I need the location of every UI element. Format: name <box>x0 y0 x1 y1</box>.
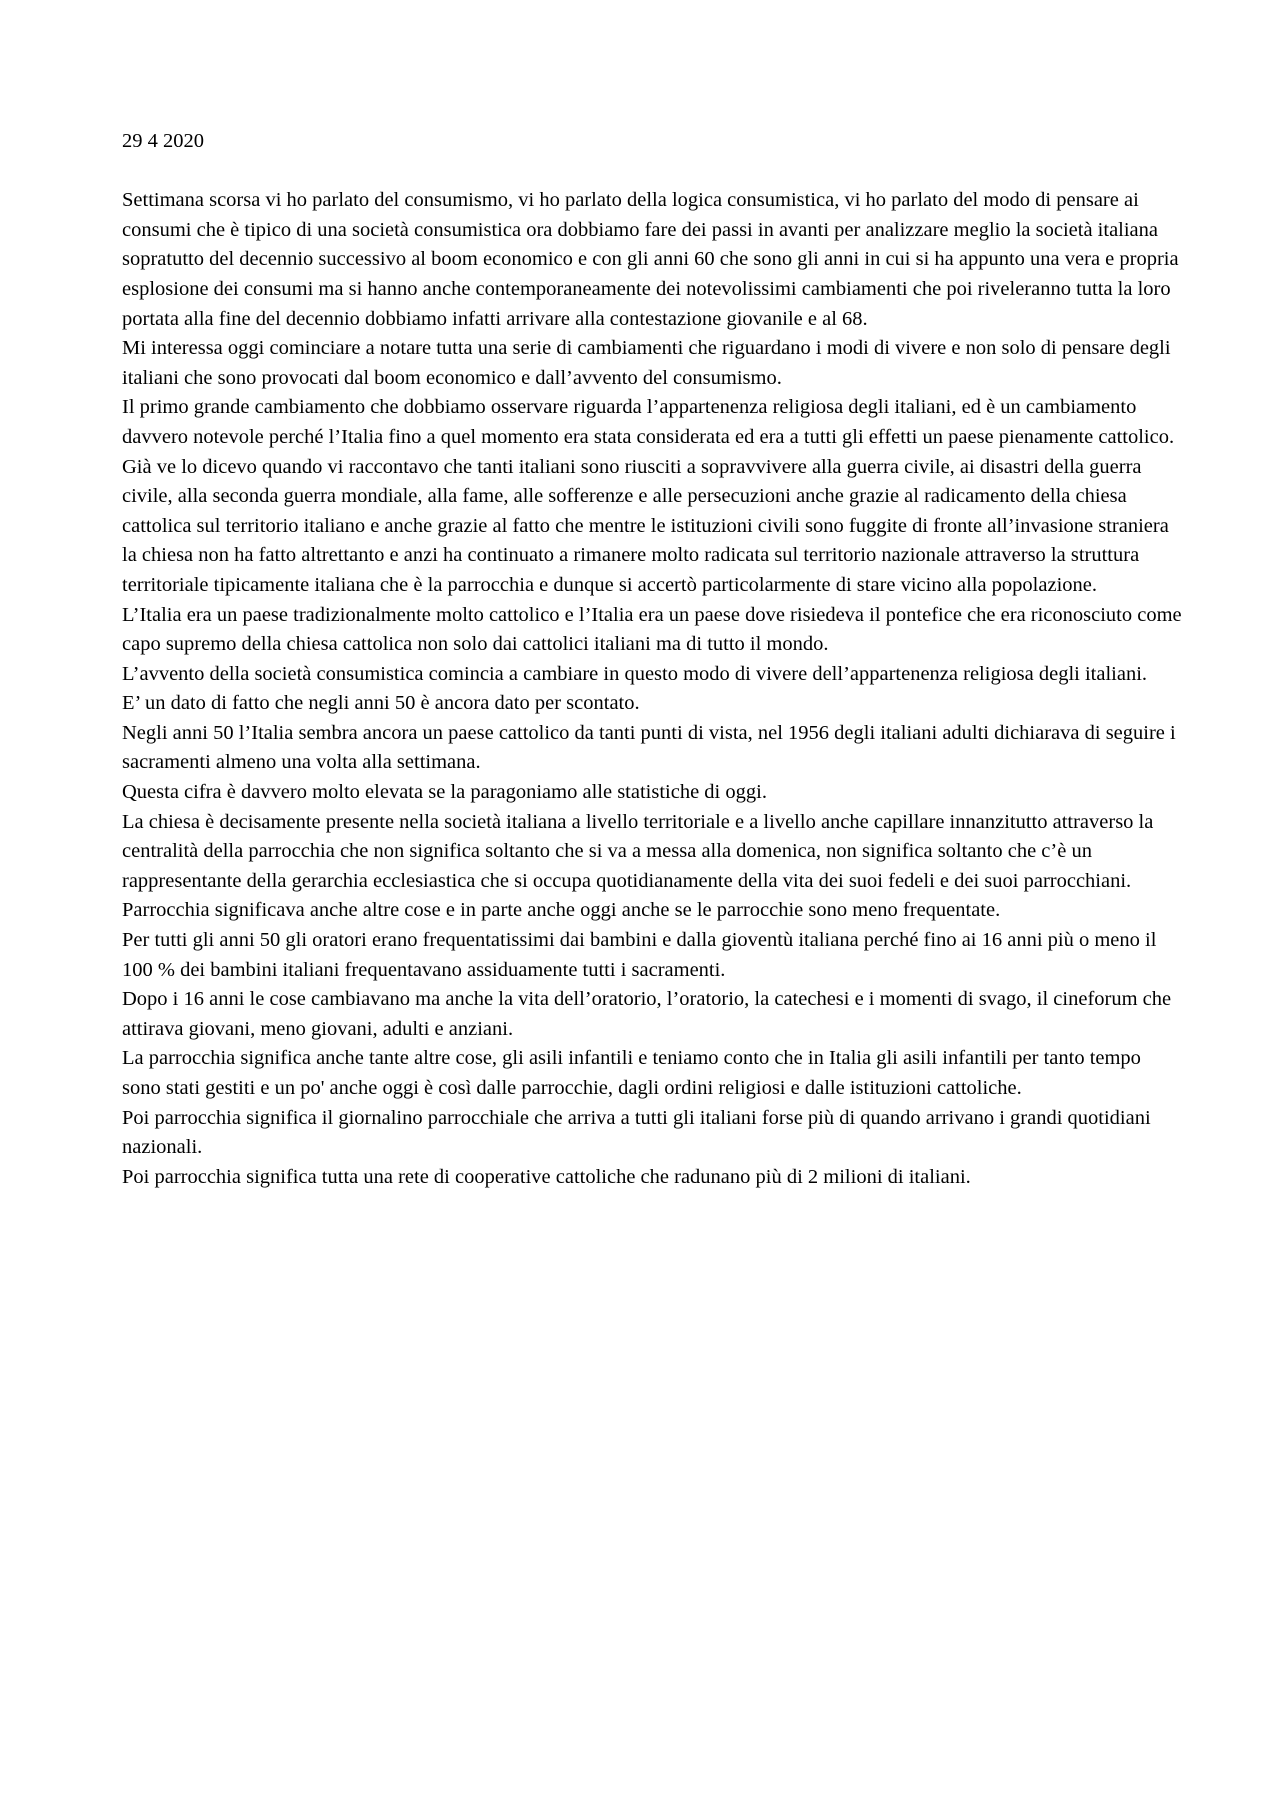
paragraph: Il primo grande cambiamento che dobbiamo osservare riguarda l’appartenenza religiosa degli italiani, ed è un cambiamento davvero notevole perché l’Italia fino a quel momento era stata considerata ed era a tutti gli effetti un paese pienamente cattolico. <box>122 396 1175 448</box>
paragraph: E’ un dato di fatto che negli anni 50 è ancora dato per scontato. <box>122 692 640 715</box>
paragraph: Per tutti gli anni 50 gli oratori erano frequentatissimi dai bambini e dalla gioventù italiana perché fino ai 16 anni più o meno il 100 % dei bambini italiani frequentavano assiduamente tutti i sacramenti. <box>122 929 1157 981</box>
paragraph: Questa cifra è davvero molto elevata se la paragoniamo alle statistiche di oggi. <box>122 781 767 804</box>
paragraph: La parrocchia significa anche tante altre cose, gli asili infantili e teniamo conto che in Italia gli asili infantili per tanto tempo sono stati gestiti e un po' anche oggi è così dalle parrocchie, dagli ordini religiosi e dalle istituzioni cattoliche. <box>122 1047 1141 1099</box>
paragraph: Negli anni 50 l’Italia sembra ancora un paese cattolico da tanti punti di vista, nel 1956 degli italiani adulti dichiarava di seguire i sacramenti almeno una volta alla settimana. <box>122 721 1176 774</box>
paragraph-list <box>122 186 1182 1192</box>
paragraph: L’Italia era un paese tradizionalmente molto cattolico e l’Italia era un paese dove risiedeva il pontefice che era riconosciuto come capo supremo della chiesa cattolica non solo dai cattolici italiani ma di tutto il mondo. <box>122 603 1182 656</box>
paragraph: Settimana scorsa vi ho parlato del consumismo, vi ho parlato della logica consumistica, vi ho parlato del modo di pensare ai consumi che è tipico di una società consumistica ora dobbiamo fare dei passi in avanti per analizzare meglio la società italiana sopratutto del decennio successivo al boom economico e con gli anni 60 che sono gli anni in cui si ha appunto una vera e propria esplosione dei consumi ma si hanno anche contemporaneamente dei notevolissimi cambiamenti che poi riveleranno tutta la loro portata alla fine del decennio dobbiamo infatti arrivare alla contestazione giovanile e al 68. <box>122 189 1179 330</box>
paragraph: Mi interessa oggi cominciare a notare tutta una serie di cambiamenti che riguardano i modi di vivere e non solo di pensare degli italiani che sono provocati dal boom economico e dall’avvento del consumismo. <box>122 337 1171 389</box>
document-body <box>122 127 1182 1192</box>
paragraph: Parrocchia significava anche altre cose e in parte anche oggi anche se le parrocchie sono meno frequentate. <box>122 899 1001 922</box>
paragraph: Poi parrocchia significa tutta una rete di cooperative cattoliche che radunano più di 2 milioni di italiani. <box>122 1165 971 1188</box>
paragraph: Già ve lo dicevo quando vi raccontavo che tanti italiani sono riusciti a sopravvivere alla guerra civile, ai disastri della guerra civile, alla seconda guerra mondiale, alla fame, alle sofferenze e alle persecuzioni anche grazie al radicamento della chiesa cattolica sul territorio italiano e anche grazie al fatto che mentre le istituzioni civili sono fuggite di fronte all’invasione straniera la chiesa non ha fatto altrettanto e anzi ha continuato a rimanere molto radicata sul territorio nazionale attraverso la struttura territoriale tipicamente italiana che è la parrocchia e dunque si accertò particolarmente di stare vicino alla popolazione. <box>122 455 1169 596</box>
document-date: 29 4 2020 <box>122 130 204 152</box>
paragraph: Poi parrocchia significa il giornalino parrocchiale che arriva a tutti gli italiani forse più di quando arrivano i grandi quotidiani nazionali. <box>122 1106 1151 1159</box>
paragraph: L’avvento della società consumistica comincia a cambiare in questo modo di vivere dell’appartenenza religiosa degli italiani. <box>122 662 1148 685</box>
paragraph: La chiesa è decisamente presente nella società italiana a livello territoriale e a livello anche capillare innanzitutto attraverso la centralità della parrocchia che non significa soltanto che si va a messa alla domenica, non significa soltanto che c’è un rappresentante della gerarchia ecclesiastica che si occupa quotidianamente della vita dei suoi fedeli e dei suoi parrocchiani. <box>122 810 1154 892</box>
paragraph: Dopo i 16 anni le cose cambiavano ma anche la vita dell’oratorio, l’oratorio, la catechesi e i momenti di svago, il cineforum che attirava giovani, meno giovani, adulti e anziani. <box>122 988 1172 1040</box>
